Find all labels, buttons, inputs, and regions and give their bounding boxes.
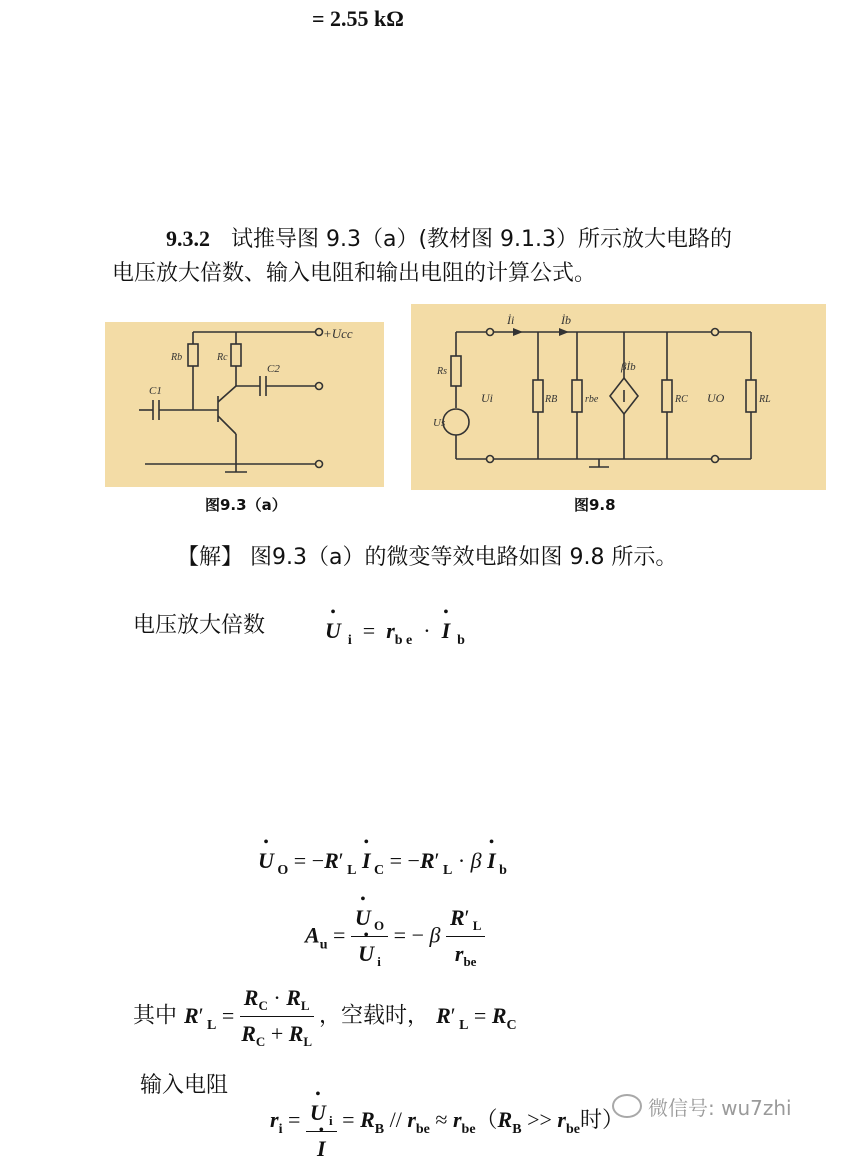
figure-9-8 <box>411 304 826 490</box>
rc-label: Rc <box>217 352 228 363</box>
rb-label: Rb <box>171 352 183 363</box>
where-label: 其中 <box>133 1003 178 1029</box>
rc-label: RC <box>675 394 688 405</box>
amplifier-circuit-diagram <box>105 322 384 487</box>
ri-frac: • U $_i$ • I <box>306 1100 337 1144</box>
eq-uo: • U $_O$ = −R′ $_L$ • I $_C$ = −R′ $_L$ · β • I $_b$ <box>258 848 507 879</box>
no-load-text: ，空载时， <box>319 1003 430 1029</box>
rl-prime-definition: 其中 R′ $_L$ = $\frac{R_C \cdot R_L}{R_C + R_L}$ ，空载时， R′ $_L = R_C$ <box>133 985 517 1049</box>
rb-label: RB <box>545 394 558 405</box>
figure-9-3a <box>105 322 384 487</box>
ib-label: İb <box>561 313 571 327</box>
rbe-label: rbe <box>585 394 599 405</box>
us-label: Us <box>433 417 446 429</box>
watermark-text: 微信号: wu7zhi <box>648 1096 792 1120</box>
wechat-watermark <box>612 1092 792 1121</box>
problem-text-1: 试推导图 9.3（a）(教材图 9.1.3）所示放大电路的 <box>231 227 733 252</box>
figure-9-3a-caption: 图9.3（a） <box>205 496 287 514</box>
figure-9-8-caption: 图9.8 <box>574 496 616 514</box>
problem-line-1 <box>166 222 732 253</box>
top-result: = 2.55 kΩ <box>312 6 404 31</box>
rs-label: Rs <box>437 366 447 377</box>
rl-frac: $\frac{R_C \cdot R_L}{R_C + R_L}$ <box>241 985 313 1049</box>
source-label: βİb <box>621 361 636 373</box>
rl-label: RL <box>759 394 771 405</box>
gain-label: 电压放大倍数 <box>133 613 266 638</box>
c2-label: C2 <box>267 363 280 375</box>
c1-label: C1 <box>149 385 162 397</box>
problem-line-2: 电压放大倍数、输入电阻和输出电阻的计算公式。 <box>112 261 597 286</box>
eq-ri: $r_i$ = • U $_i$ • I = $R_B // r_{be} \approx r_{be}(R_B >> r_{be}$时） <box>270 1100 624 1144</box>
input-res-label: 输入电阻 <box>140 1073 229 1098</box>
eq-ui: • U $_i = r_{b e}$ · • I $_b$ <box>325 618 465 649</box>
equivalent-circuit-diagram <box>411 304 826 490</box>
wechat-icon <box>612 1094 642 1118</box>
eq-au: $A_u$ = • U $_O$ • U $_i$ = − β $\frac{R' _L}{r_{be}}$ <box>305 905 485 970</box>
ii-label: İi <box>507 313 515 327</box>
au-frac-2: $\frac{R' _L}{r_{be}}$ <box>446 905 485 970</box>
vcc-label: +Ucc <box>323 326 353 341</box>
au-frac-1: • U $_O$ • U $_i$ <box>351 905 388 970</box>
ui-label: Ui <box>481 391 493 405</box>
uo-label: UO <box>707 391 725 405</box>
problem-number: 9.3.2 <box>166 226 210 251</box>
solution-intro: 【解】 图9.3（a）的微变等效电路如图 9.8 所示。 <box>177 545 678 570</box>
